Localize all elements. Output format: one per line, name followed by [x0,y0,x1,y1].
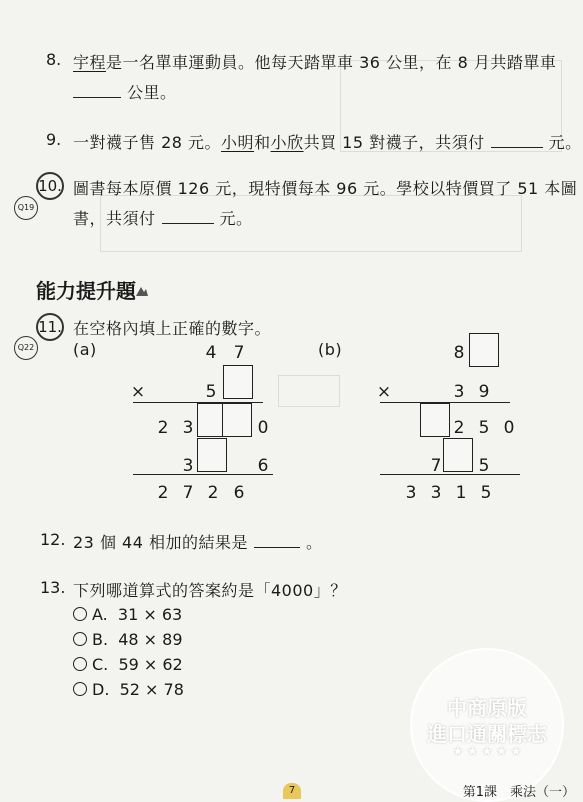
q13-number: 13. [40,578,66,597]
q8-answer-blank[interactable] [73,83,121,98]
option-label: B. [92,630,109,649]
q9-mid1: 和 [254,133,271,152]
q11a-row2-digit: 5 [205,382,217,402]
q13-text: 下列哪道算式的答案約是「4000」？ [73,581,347,600]
q13-option-b[interactable] [73,630,183,649]
option-label: A. [92,605,108,624]
q11a-result-digit: 2 [157,483,169,503]
q11b-row2-digit: 3 [453,382,465,402]
q8-number: 8. [46,50,62,69]
q11a-row3-digit: 0 [257,418,269,438]
q11b-row2-digit: 9 [478,382,490,402]
q11a-row3-digit: 2 [157,418,169,438]
q10-answer-blank[interactable] [162,209,214,224]
q11a-row4-digit: 3 [182,456,194,476]
option-expression: 59 × 62 [118,655,183,674]
q11b-label: (b) [318,340,343,359]
q8-line1-rest: 是一名單車運動員。他每天踏單車 36 公里，在 8 月共踏單車 [106,53,557,72]
q11b-row3-digit: 2 [453,418,465,438]
q11a-result-digit: 6 [233,483,245,503]
q9-suffix: 元。 [548,133,582,152]
stamp-line1: 中商原版 [447,696,527,720]
bleed-through-box-2 [278,375,340,407]
q11a-blank-box[interactable] [197,438,227,472]
q12-number: 12. [40,530,66,549]
q8-text [73,50,556,73]
q11a-times-sign: × [130,382,146,402]
mountain-icon [135,282,147,296]
q10-line2-suffix: 元。 [219,209,253,228]
option-expression: 31 × 63 [117,605,183,624]
q11a-result-digit: 7 [182,483,194,503]
q11-number-circle: 11. [36,313,64,341]
q12-pre: 23 個 44 相加的結果是 [73,533,248,552]
q9-text [73,130,582,153]
q11b-row3-digit: 5 [478,418,490,438]
radio-circle-icon[interactable] [73,632,87,646]
q11b-row4-digit: 5 [478,456,490,476]
q11a-blank-box[interactable] [222,403,252,437]
q9-pre: 一對襪子售 28 元。 [73,133,222,152]
q8-line2 [73,80,177,103]
q13-option-d[interactable] [73,680,184,699]
option-expression: 48 × 89 [118,630,183,649]
q11-tag: Q22 [14,336,38,360]
q11a-result-digit: 2 [207,483,219,503]
q8-line2-suffix: 公里。 [127,83,177,102]
q11b-row3-digit: 0 [503,418,515,438]
q12-suffix: 。 [305,533,323,552]
q11-text: 在空格內填上正確的數字。 [73,319,272,338]
q11b-times-sign: × [376,382,392,402]
q8-name: 宇程 [73,53,107,72]
q11b-row1-digit: 8 [453,343,465,363]
q9-number: 9. [46,130,62,149]
option-expression: 52 × 78 [119,680,184,699]
q11a-line-2 [133,474,273,475]
q10-tag: Q19 [14,196,38,220]
option-label: D. [92,680,110,699]
q11a-row3-digit: 3 [182,418,194,438]
radio-circle-icon[interactable] [73,682,87,696]
section-title: 能力提升題 [36,279,136,303]
q11a-label: (a) [73,340,97,359]
q11b-blank-box[interactable] [469,333,499,367]
radio-circle-icon[interactable] [73,657,87,671]
q11b-result-digit: 3 [405,483,417,503]
q9-mid2: 共買 15 對襪子，共須付 [303,133,485,152]
q13-option-c[interactable] [73,655,183,674]
q9-name2: 小欣 [270,133,304,152]
q10-line2-pre: 書，共須付 [73,209,156,228]
q11b-blank-box[interactable] [443,438,473,472]
q11b-line-2 [380,474,520,475]
q13-option-a[interactable] [73,605,182,624]
q11b-result-digit: 3 [430,483,442,503]
q11a-blank-box[interactable] [223,365,253,399]
q11b-row4-digit: 7 [430,456,442,476]
stamp-line2: 進口通關標志 [427,722,547,746]
import-watermark-stamp [410,648,564,802]
option-label: C. [92,655,109,674]
q12-text [73,530,323,553]
q11a-row1-digit: 4 [205,343,217,363]
q9-name1: 小明 [221,133,255,152]
radio-circle-icon[interactable] [73,607,87,621]
q10-line1: 圖書每本原價 126 元，現特價每本 96 元。學校以特價買了 51 本圖 [73,179,578,198]
q11a-blank-box[interactable] [197,403,224,437]
q10-number-circle: 10. [36,172,64,200]
q11b-blank-box[interactable] [420,403,450,437]
q11a-row1-digit: 7 [233,343,245,363]
q12-answer-blank[interactable] [254,533,300,548]
q11a-row4-digit: 6 [257,456,269,476]
q11b-result-digit: 1 [455,483,467,503]
page-number: 7 [283,783,301,799]
q10-line2 [73,206,253,229]
stamp-stars: ★ ★ ★ ★ ★ [452,744,522,758]
lesson-title: 第1課 乘法（一） [462,785,575,800]
q9-answer-blank[interactable] [491,133,543,148]
q11b-result-digit: 5 [480,483,492,503]
